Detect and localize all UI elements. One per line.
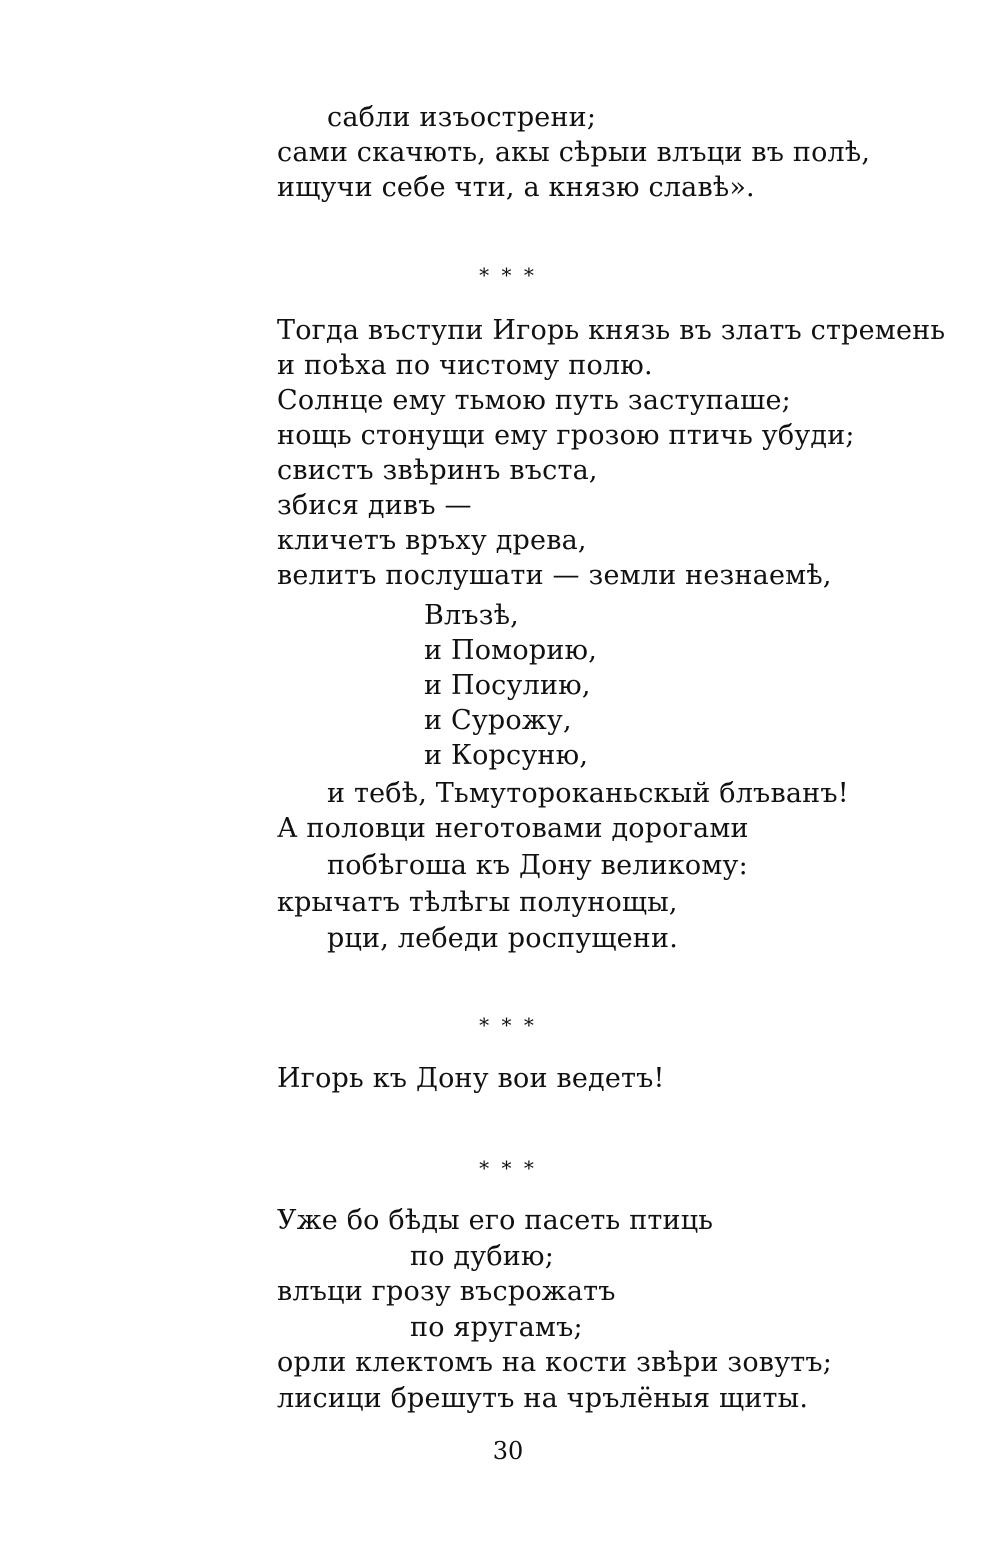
verse-line: свистъ звѣринъ въста,	[277, 455, 598, 486]
verse-line: и Корсуню,	[424, 740, 589, 771]
verse-line: кличетъ връху древа,	[277, 525, 587, 556]
section-separator: * * *	[479, 1156, 537, 1180]
verse-line: и Сурожу,	[424, 705, 572, 736]
verse-line: рци, лебеди роспущени.	[327, 923, 678, 954]
verse-line: побѣгоша къ Дону великому:	[327, 850, 748, 881]
verse-line: збися дивъ —	[277, 490, 472, 521]
verse-line: сами скачють, акы сѣрыи влъци въ полѣ,	[277, 137, 871, 168]
verse-line: по яругамъ;	[410, 1312, 583, 1343]
verse-line: Уже бо бѣды его пасеть птиць	[277, 1205, 714, 1236]
verse-line: и Посулию,	[424, 670, 591, 701]
verse-line: Тогда въступи Игорь князь въ златъ стремень	[277, 315, 946, 346]
verse-line: Игорь къ Дону вои ведетъ!	[277, 1063, 665, 1094]
section-separator: * * *	[479, 1013, 537, 1037]
verse-line: Влъзѣ,	[424, 600, 519, 631]
verse-line: влъци грозу въсрожатъ	[277, 1276, 616, 1307]
verse-line: орли клектомъ на кости звѣри зовутъ;	[277, 1347, 833, 1378]
verse-line: и Поморию,	[424, 635, 598, 666]
verse-line: сабли изъострени;	[327, 102, 597, 133]
verse-line: велитъ послушати — земли незнаемѣ,	[277, 560, 832, 591]
verse-line: нощь стонущи ему грозою птичь убуди;	[277, 420, 855, 451]
verse-line: крычатъ тѣлѣгы полунощы,	[277, 887, 678, 918]
section-separator: * * *	[479, 263, 537, 287]
verse-line: по дубию;	[410, 1241, 554, 1272]
verse-line: и поѣха по чистому полю.	[277, 350, 653, 381]
verse-line: Солнце ему тьмою путь заступаше;	[277, 385, 791, 416]
page-number: 30	[492, 1437, 524, 1465]
verse-line: лисици брешутъ на чрълёныя щиты.	[277, 1383, 809, 1414]
verse-line: ищучи себе чти, а князю славѣ».	[277, 172, 755, 203]
verse-line: и тебѣ, Тьмутороканьскый блъванъ!	[327, 778, 849, 809]
verse-line: А половци неготовами дорогами	[277, 813, 749, 844]
